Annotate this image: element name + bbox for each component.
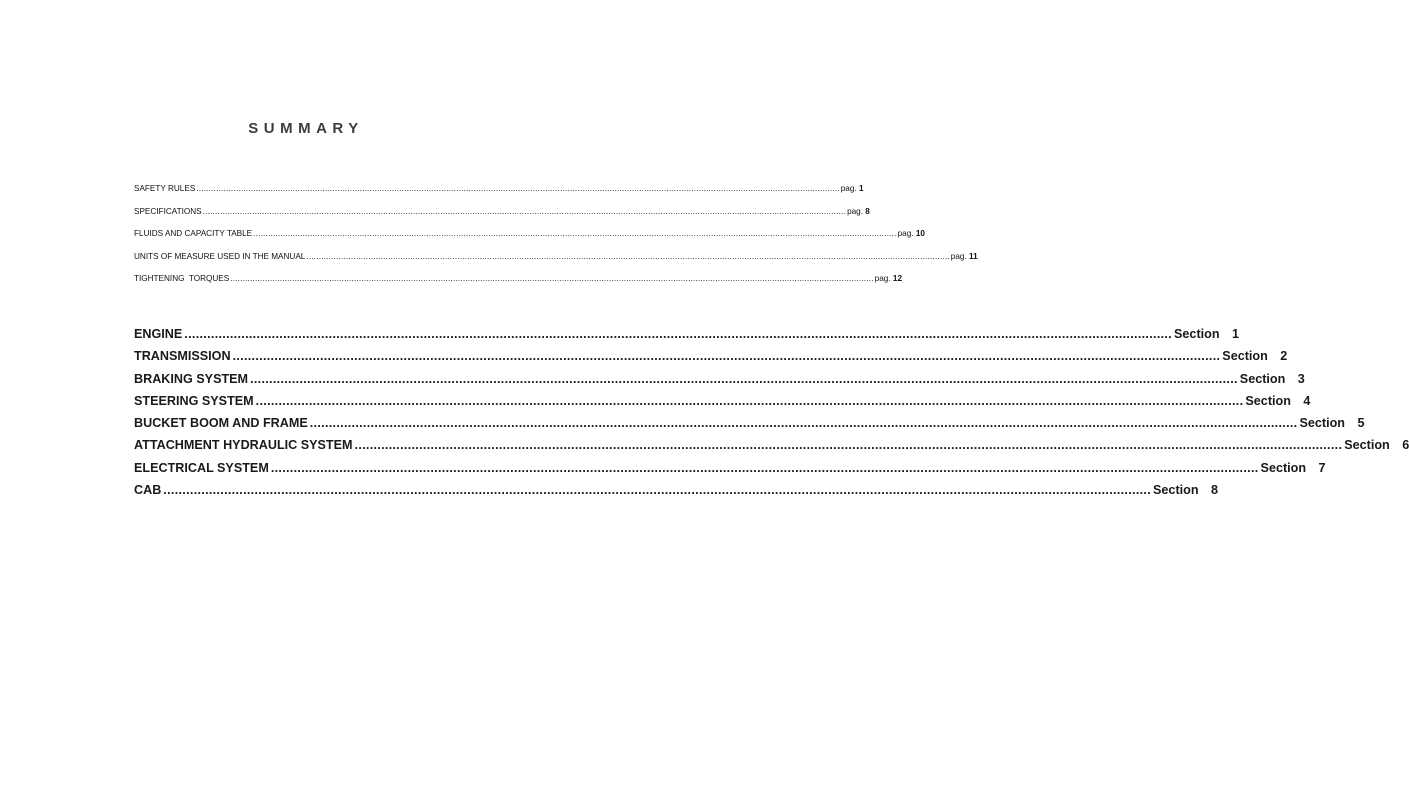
dot-leader: .................................................................................................................................................................................................................................................................... (196, 184, 840, 193)
section-entry (134, 349, 1288, 371)
dot-leader: .................................................................................................................................................................................................................................................................... (163, 483, 1152, 498)
section-number: 4 (1303, 393, 1311, 408)
page-ref: pag. 10 (897, 229, 925, 238)
section-ref: Section 3 (1239, 371, 1305, 386)
section-ref: Section 1 (1174, 327, 1240, 341)
contents-list-general (134, 184, 978, 297)
section-label: ENGINE (134, 327, 183, 341)
section-ref: Section 7 (1260, 460, 1326, 475)
dot-leader: .................................................................................................................................................................................................................................................................... (270, 460, 1259, 475)
section-label: ATTACHMENT HYDRAULIC SYSTEM (134, 438, 353, 453)
page-ref: pag. 11 (950, 251, 978, 261)
entry-label: SAFETY RULES (134, 184, 196, 193)
page-ref: pag. 12 (874, 274, 902, 283)
section-ref: Section 2 (1222, 349, 1288, 364)
dot-leader: .................................................................................................................................................................................................................................................................... (354, 438, 1343, 453)
section-entry (134, 438, 1409, 460)
section-entry (134, 416, 1365, 438)
section-number: 6 (1402, 438, 1409, 453)
dot-leader: .................................................................................................................................................................................................................................................................... (184, 327, 1173, 341)
section-ref: Section 4 (1245, 393, 1311, 408)
page-number: 11 (969, 251, 978, 261)
section-ref: Section 6 (1344, 438, 1409, 453)
section-number: 8 (1211, 483, 1219, 498)
section-number: 2 (1280, 349, 1288, 364)
contents-entry (134, 251, 978, 275)
section-label: STEERING SYSTEM (134, 393, 254, 408)
section-number: 1 (1232, 327, 1240, 341)
page-number: 8 (865, 206, 870, 216)
dot-leader: .................................................................................................................................................................................................................................................................... (230, 274, 874, 283)
section-number: 3 (1297, 371, 1305, 386)
dot-leader: .................................................................................................................................................................................................................................................................... (306, 251, 950, 261)
section-label: BUCKET BOOM AND FRAME (134, 416, 308, 431)
page-ref: pag. 8 (847, 206, 870, 216)
section-entry (134, 460, 1326, 483)
section-entry (134, 327, 1240, 349)
page-ref: pag. 1 (840, 184, 864, 193)
section-label: BRAKING SYSTEM (134, 371, 249, 386)
dot-leader: .................................................................................................................................................................................................................................................................... (255, 393, 1244, 408)
contents-list-sections (134, 327, 1409, 505)
contents-entry (134, 184, 864, 207)
dot-leader: .................................................................................................................................................................................................................................................................... (232, 349, 1221, 364)
section-label: ELECTRICAL SYSTEM (134, 460, 269, 475)
entry-label: FLUIDS AND CAPACITY TABLE (134, 229, 253, 238)
page-number: 12 (892, 274, 902, 283)
dot-leader: .................................................................................................................................................................................................................................................................... (309, 416, 1298, 431)
dot-leader: .................................................................................................................................................................................................................................................................... (253, 229, 897, 238)
entry-label: TIGHTENING TORQUES (134, 274, 230, 283)
page-number: 1 (858, 184, 864, 193)
section-entry (134, 371, 1305, 394)
section-label: CAB (134, 483, 162, 498)
section-label: TRANSMISSION (134, 349, 231, 364)
dot-leader: .................................................................................................................................................................................................................................................................... (250, 371, 1238, 386)
dot-leader: .................................................................................................................................................................................................................................................................... (202, 206, 847, 216)
page-title: SUMMARY (248, 120, 364, 137)
section-entry (134, 483, 1219, 505)
entry-label: UNITS OF MEASURE USED IN THE MANUAL (134, 251, 306, 261)
contents-entry (134, 229, 925, 252)
section-number: 5 (1357, 416, 1365, 431)
section-number: 7 (1318, 460, 1326, 475)
contents-entry (134, 206, 870, 230)
page-number: 10 (915, 229, 925, 238)
contents-entry (134, 274, 902, 297)
section-ref: Section 5 (1299, 416, 1365, 431)
entry-label: SPECIFICATIONS (134, 206, 202, 216)
section-entry (134, 393, 1311, 416)
section-ref: Section 8 (1153, 483, 1219, 498)
